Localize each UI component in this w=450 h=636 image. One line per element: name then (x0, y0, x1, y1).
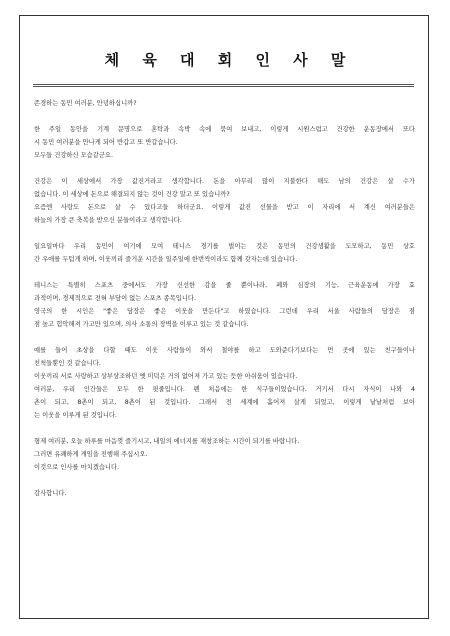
paragraph (34, 97, 415, 110)
text-line: 그러면 유쾌하게 게임을 진행해 주십시오. (34, 451, 148, 458)
text-line: 친척들뿐인 것 같습니다. (34, 360, 101, 367)
paragraph (34, 123, 415, 162)
text-line: 하늘의 가장 큰 축복을 받으신 분들이라고 생각합니다. (34, 217, 182, 224)
paragraph (34, 175, 415, 227)
title-divider (33, 84, 414, 87)
text-line: 영국의 한 시인은 "좋은 담장은 좋은 이웃을 만든다"고 하였습니다. 그런데 우리 서울 사람들의 담장은 점 (34, 308, 415, 315)
text-line: 형제 여러분, 오늘 하루를 마음껏 즐기시고, 내일의 에너지를 재창조하는 시간이 되기를 바랍니다. (34, 438, 300, 445)
text-line: 없습니다. 이 세상에 돈으로 해결되지 않는 것이 건강 말고 또 있습니까? (34, 191, 230, 198)
paragraph (34, 487, 415, 500)
page-title: 체 육 대 회 인 사 말 (104, 51, 355, 69)
paragraph (34, 435, 415, 474)
text-line: 건강은 이 세상에서 가장 값진거라고 생각합니다. 돈을 아무리 많이 지불한다 해도 남의 건강은 살 수가 (34, 178, 415, 185)
text-line: 과적이며, 경제적으로 전혀 부담이 없는 스포츠 종목입니다. (34, 295, 196, 302)
paragraph (34, 240, 415, 266)
text-line: 이것으로 인사를 마치겠습니다. (34, 464, 120, 471)
text-line: 여러분, 우리 인간들은 모두 한 핏줄입니다. 펜 처음에는 한 식구들이었습니다. 거기서 다시 자식이 나와 4 (34, 386, 415, 393)
text-line: 요즘엔 사랑도 돈으로 살 수 있다고들 하더군요. 이렇게 값진 선물을 받고 이 자리에 서 계신 여러분들은 (34, 204, 415, 211)
text-line: 예를 들어 초상을 다할 때도 이웃 사람들이 와서 철야를 하고 도와준다기보다는 먼 곳에 있는 친구들이나 (34, 347, 415, 354)
text-line: 는 이웃을 이루게 된 것입니다. (34, 412, 118, 419)
text-line: 존경하는 동민 여러분, 안녕하십니까? (34, 100, 137, 107)
paragraph (34, 344, 415, 422)
speech-body (34, 97, 415, 513)
text-line: 촌이 되고, 8촌이 되고, 8촌이 된 것입니다. 그래서 전 세계에 흩어져 살게 되었고, 이렇게 낱낱처럼 보이 (34, 399, 415, 406)
text-line: 한 주일 동안을 기계 문명으로 혼탁과 속박 속에 묶여 보내고, 이렇게 시원스럽고 건강한 운동장에서 또다 (34, 126, 415, 133)
text-line: 테니스는 특별히 스포츠 중에서도 가장 신선한 감을 줄 뿐이나라, 폐와 심장의 기능, 근육운동에 가장 효 (34, 282, 415, 289)
text-line: 모두들 건강하신 모습같군요. (34, 152, 113, 159)
text-line: 간 우애를 두텁게 하며, 이웃끼리 즐거운 시간을 일주일에 한번씩이라도 함께 갖자는데 있습니다. (34, 256, 298, 263)
text-line: 점 높고 험악해져 가고만 있으며, 의사 소통의 장벽을 이루고 있는 것 같습니다. (34, 321, 249, 328)
text-line: 시 동민 여러분을 만나게 되어 반갑고 또 반갑습니다. (34, 139, 178, 146)
text-line: 일요일마다 우리 동민이 여기에 모여 테니스 경기를 벌이는 것은 동민의 건강생활을 도모하고, 동민 상호 (34, 243, 415, 250)
text-line: 이웃끼리 서로 사랑하고 상부상조하던 옛 미덕은 거의 없어져 가고 있는 듯한 아쉬움이 있습니다. (34, 373, 298, 380)
paragraph (34, 279, 415, 331)
text-line: 감사합니다. (34, 490, 67, 497)
